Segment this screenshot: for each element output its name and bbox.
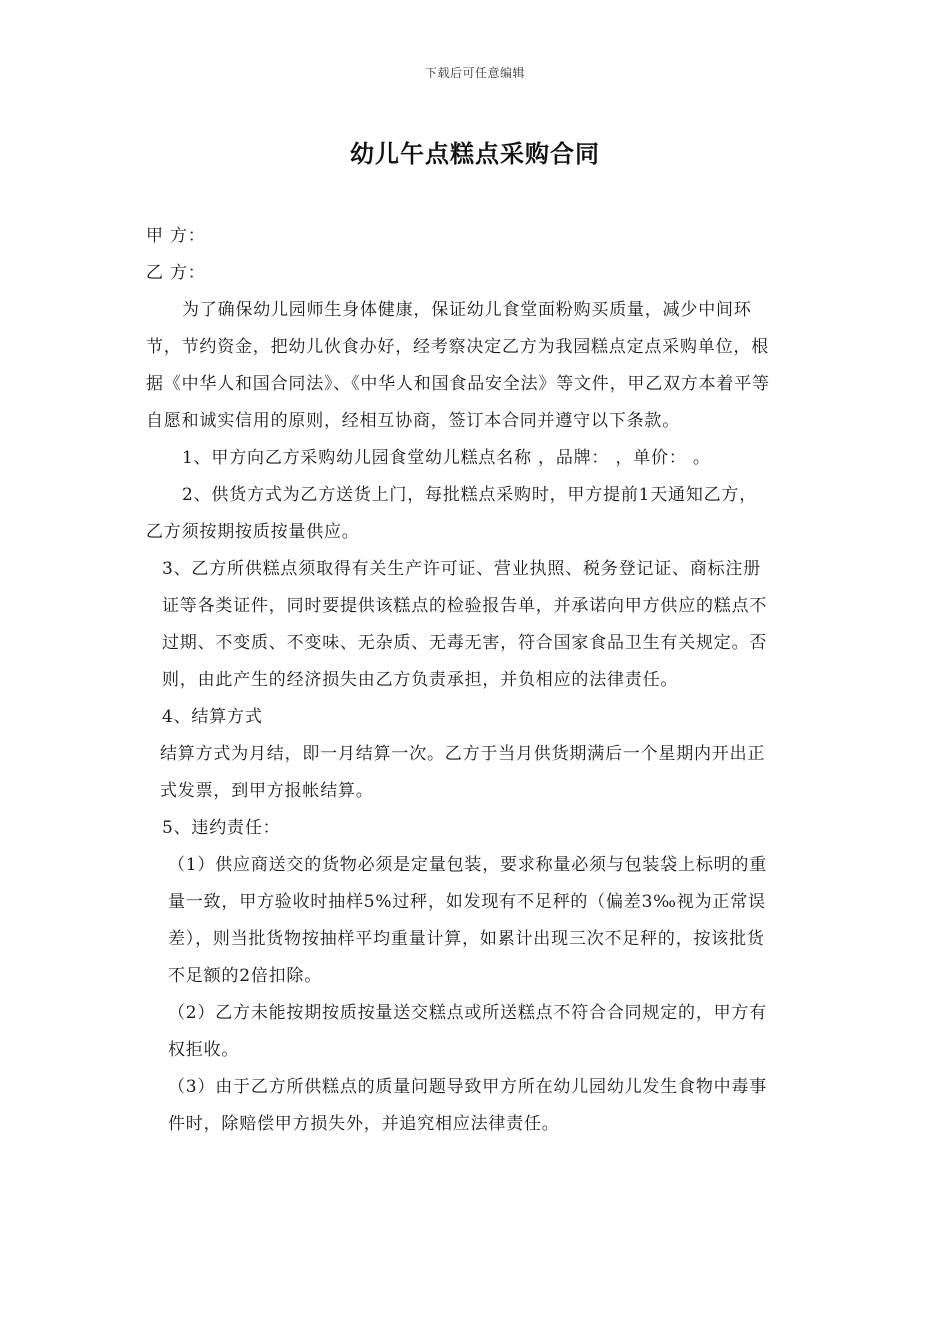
contract-body: [146, 218, 774, 1143]
clause-4-body: 结算方式为月结，即一月结算一次。乙方于当月供货期满后一个星期内开出正式发票，到甲方报帐结算。: [160, 744, 766, 801]
clause-2: 2、供货方式为乙方送货上门，每批糕点采购时，甲方提前1天通知乙方，乙方须按期按质按量供应。: [146, 485, 758, 542]
preamble-paragraph: 为了确保幼儿园师生身体健康，保证幼儿食堂面粉购买质量，减少中间环节，节约资金，把幼儿伙食办好，经考察决定乙方为我园糕点定点采购单位，根据《中华人和国合同法》、《中华人和国食品安全法》等文件，甲乙双方本着平等自愿和诚实信用的原则，经相互协商，签订本合同并遵守以下条款。: [146, 300, 770, 431]
clause-5-item-3: （3）由于乙方所供糕点的质量问题导致甲方所在幼儿园幼儿发生食物中毒事件时，除赔偿甲方损失外，并追究相应法律责任。: [168, 1077, 768, 1134]
clause-5-item-1: （1）供应商送交的货物必须是定量包装，要求称量必须与包装袋上标明的重量一致，甲方验收时抽样5%过秤，如发现有不足秤的（偏差3‰视为正常误差），则当批货物按抽样平均重量计算，如累计出现三次不足秤的，按该批货不足额的2倍扣除。: [168, 855, 768, 986]
clause-1: 1、甲方向乙方采购幼儿园食堂幼儿糕点名称 ，品牌： ，单价： 。: [182, 448, 711, 468]
clause-5-heading: 5、违约责任：: [162, 818, 281, 838]
header-note: 下载后可任意编辑: [424, 66, 525, 80]
clause-5-item-2: （2）乙方未能按期按质按量送交糕点或所送糕点不符合合同规定的，甲方有权拒收。: [168, 1003, 768, 1060]
party-b-line: 乙 方：: [146, 263, 206, 283]
clause-4-heading: 4、结算方式: [162, 707, 263, 727]
party-a-line: 甲 方：: [146, 226, 206, 246]
clause-3: 3、乙方所供糕点须取得有关生产许可证、营业执照、税务登记证、商标注册证等各类证件，同时要提供该糕点的检验报告单，并承诺向甲方供应的糕点不过期、不变质、不变味、无杂质、无毒无害，符合国家食品卫生有关规定。否则，由此产生的经济损失由乙方负责承担，并负相应的法律责任。: [162, 559, 768, 690]
document-title: 幼儿午点糕点采购合同: [350, 140, 600, 168]
